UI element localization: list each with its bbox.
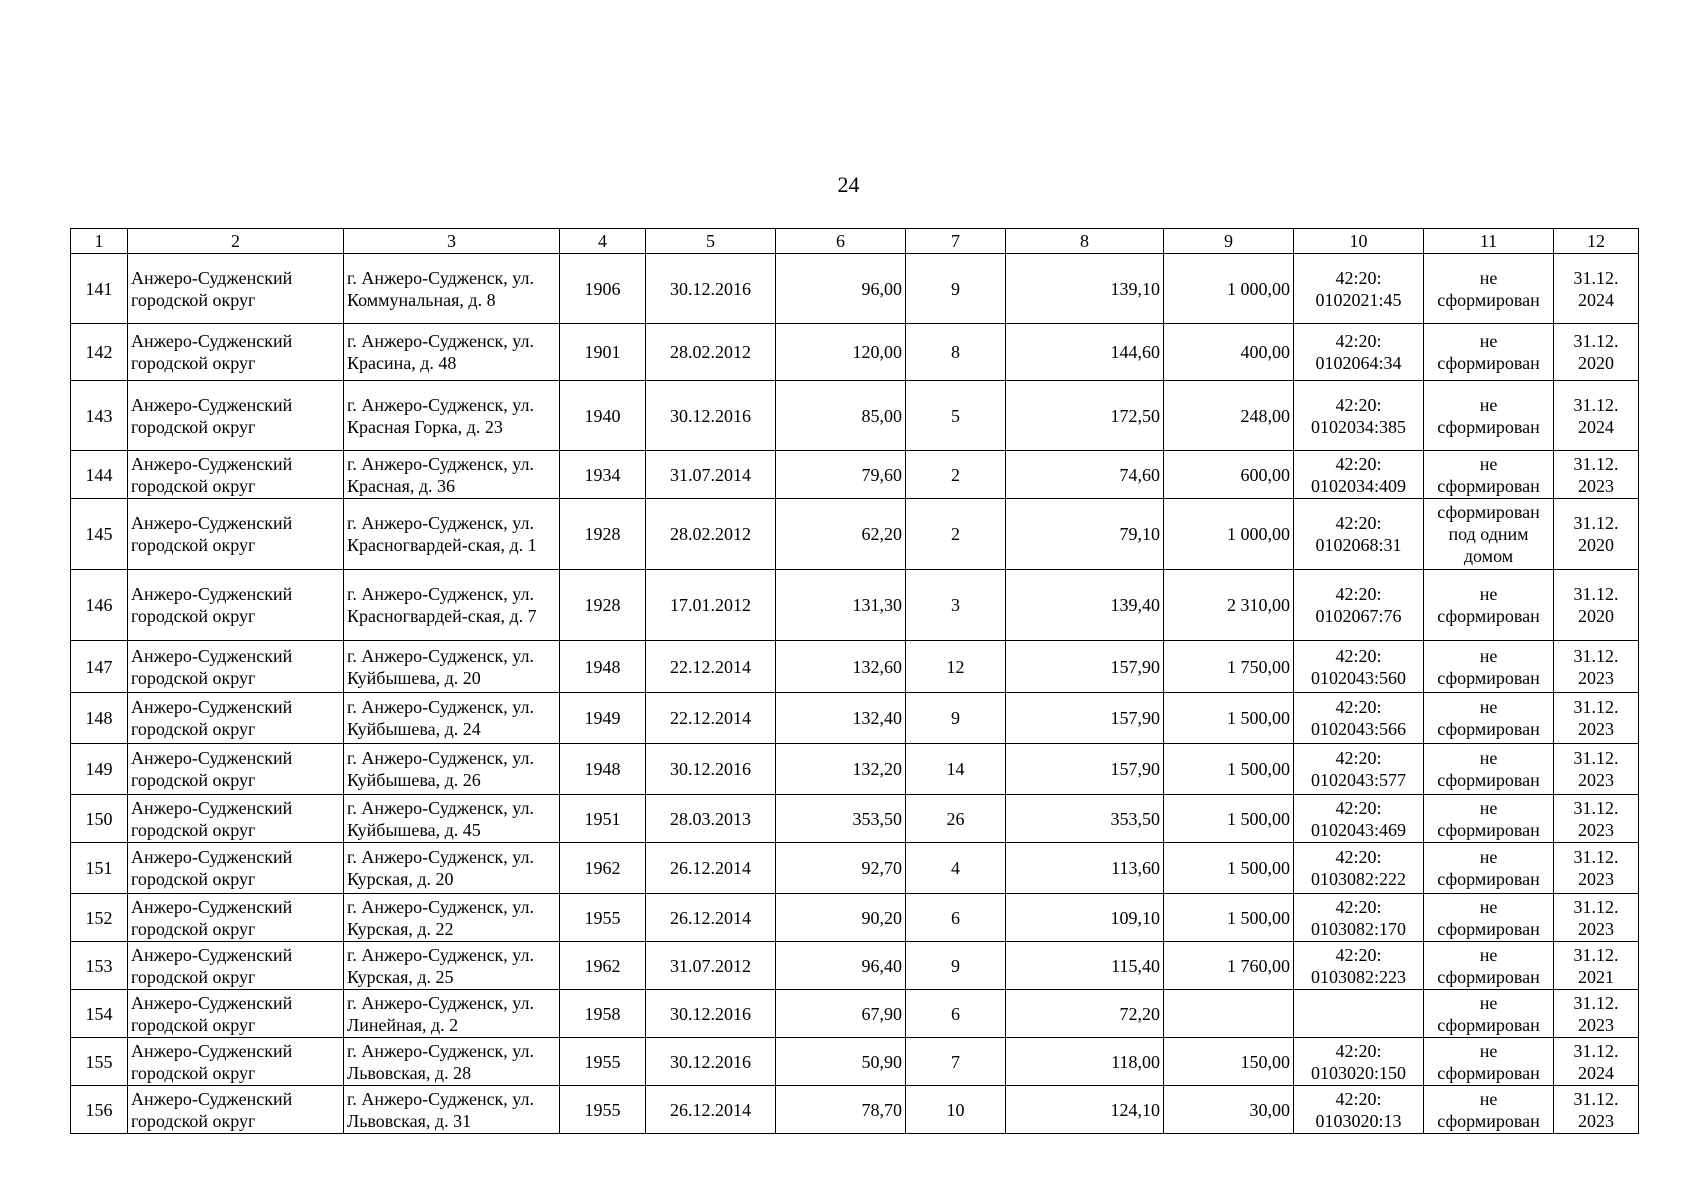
year-built-cell: 1928 [560, 570, 646, 641]
column-number-header: 1 [71, 229, 128, 254]
column-number-header: 3 [344, 229, 560, 254]
column-number-header: 4 [560, 229, 646, 254]
amount-cell: 1 750,00 [1164, 641, 1294, 693]
row-number-cell: 150 [71, 795, 128, 843]
date-cell: 26.12.2014 [646, 1086, 776, 1134]
deadline-cell: 31.12. 2024 [1554, 1038, 1639, 1086]
table-row [71, 324, 1639, 381]
year-built-cell: 1962 [560, 843, 646, 894]
total-area-cell: 157,90 [1006, 693, 1164, 744]
deadline-cell: 31.12. 2023 [1554, 641, 1639, 693]
land-status-cell: не сформирован [1424, 894, 1554, 942]
table-row [71, 693, 1639, 744]
year-built-cell: 1948 [560, 744, 646, 795]
area-cell: 120,00 [776, 324, 906, 381]
residents-cell: 3 [906, 570, 1006, 641]
total-area-cell: 115,40 [1006, 942, 1164, 990]
cadastral-number-cell: 42:20: 0103020:150 [1294, 1038, 1424, 1086]
row-number-cell: 146 [71, 570, 128, 641]
date-cell: 26.12.2014 [646, 894, 776, 942]
total-area-cell: 172,50 [1006, 381, 1164, 451]
cadastral-number-cell: 42:20: 0102021:45 [1294, 254, 1424, 324]
date-cell: 28.02.2012 [646, 324, 776, 381]
deadline-cell: 31.12. 2023 [1554, 1086, 1639, 1134]
date-cell: 28.03.2013 [646, 795, 776, 843]
date-cell: 22.12.2014 [646, 693, 776, 744]
residents-cell: 10 [906, 1086, 1006, 1134]
cadastral-number-cell: 42:20: 0102034:409 [1294, 451, 1424, 499]
table-row [71, 1038, 1639, 1086]
address-cell: г. Анжеро-Судженск, ул. Куйбышева, д. 24 [344, 693, 560, 744]
area-cell: 92,70 [776, 843, 906, 894]
land-status-cell: не сформирован [1424, 744, 1554, 795]
area-cell: 131,30 [776, 570, 906, 641]
year-built-cell: 1951 [560, 795, 646, 843]
year-built-cell: 1955 [560, 1038, 646, 1086]
municipality-cell: Анжеро-Судженский городской округ [128, 693, 344, 744]
address-cell: г. Анжеро-Судженск, ул. Коммунальная, д. 8 [344, 254, 560, 324]
year-built-cell: 1901 [560, 324, 646, 381]
column-number-header: 5 [646, 229, 776, 254]
residents-cell: 6 [906, 894, 1006, 942]
deadline-cell: 31.12. 2023 [1554, 795, 1639, 843]
row-number-cell: 142 [71, 324, 128, 381]
table-row [71, 942, 1639, 990]
year-built-cell: 1948 [560, 641, 646, 693]
total-area-cell: 113,60 [1006, 843, 1164, 894]
amount-cell: 1 000,00 [1164, 499, 1294, 570]
table-row [71, 570, 1639, 641]
cadastral-number-cell: 42:20: 0102043:566 [1294, 693, 1424, 744]
table-row [71, 499, 1639, 570]
deadline-cell: 31.12. 2023 [1554, 744, 1639, 795]
row-number-cell: 149 [71, 744, 128, 795]
municipality-cell: Анжеро-Судженский городской округ [128, 843, 344, 894]
table-row [71, 1086, 1639, 1134]
year-built-cell: 1934 [560, 451, 646, 499]
table-row [71, 843, 1639, 894]
residents-cell: 9 [906, 254, 1006, 324]
address-cell: г. Анжеро-Судженск, ул. Красина, д. 48 [344, 324, 560, 381]
municipality-cell: Анжеро-Судженский городской округ [128, 324, 344, 381]
deadline-cell: 31.12. 2020 [1554, 570, 1639, 641]
year-built-cell: 1928 [560, 499, 646, 570]
row-number-cell: 155 [71, 1038, 128, 1086]
date-cell: 30.12.2016 [646, 381, 776, 451]
land-status-cell: не сформирован [1424, 451, 1554, 499]
amount-cell: 1 000,00 [1164, 254, 1294, 324]
column-number-header: 6 [776, 229, 906, 254]
amount-cell: 150,00 [1164, 1038, 1294, 1086]
year-built-cell: 1958 [560, 990, 646, 1038]
municipality-cell: Анжеро-Судженский городской округ [128, 499, 344, 570]
total-area-cell: 72,20 [1006, 990, 1164, 1038]
address-cell: г. Анжеро-Судженск, ул. Куйбышева, д. 20 [344, 641, 560, 693]
address-cell: г. Анжеро-Судженск, ул. Красная, д. 36 [344, 451, 560, 499]
total-area-cell: 139,40 [1006, 570, 1164, 641]
table-row [71, 795, 1639, 843]
column-number-header: 8 [1006, 229, 1164, 254]
total-area-cell: 79,10 [1006, 499, 1164, 570]
municipality-cell: Анжеро-Судженский городской округ [128, 570, 344, 641]
address-cell: г. Анжеро-Судженск, ул. Курская, д. 22 [344, 894, 560, 942]
total-area-cell: 144,60 [1006, 324, 1164, 381]
column-number-row [71, 229, 1639, 254]
row-number-cell: 154 [71, 990, 128, 1038]
municipality-cell: Анжеро-Судженский городской округ [128, 894, 344, 942]
residents-cell: 26 [906, 795, 1006, 843]
column-number-header: 9 [1164, 229, 1294, 254]
deadline-cell: 31.12. 2020 [1554, 324, 1639, 381]
residents-cell: 2 [906, 499, 1006, 570]
amount-cell: 2 310,00 [1164, 570, 1294, 641]
amount-cell [1164, 990, 1294, 1038]
address-cell: г. Анжеро-Судженск, ул. Красногвардей-ская, д. 1 [344, 499, 560, 570]
deadline-cell: 31.12. 2024 [1554, 381, 1639, 451]
column-number-header: 7 [906, 229, 1006, 254]
address-cell: г. Анжеро-Судженск, ул. Львовская, д. 31 [344, 1086, 560, 1134]
cadastral-number-cell: 42:20: 0103082:223 [1294, 942, 1424, 990]
amount-cell: 248,00 [1164, 381, 1294, 451]
column-number-header: 2 [128, 229, 344, 254]
land-status-cell: не сформирован [1424, 1086, 1554, 1134]
year-built-cell: 1906 [560, 254, 646, 324]
residents-cell: 9 [906, 693, 1006, 744]
residents-cell: 6 [906, 990, 1006, 1038]
cadastral-number-cell: 42:20: 0102043:560 [1294, 641, 1424, 693]
deadline-cell: 31.12. 2021 [1554, 942, 1639, 990]
land-status-cell: не сформирован [1424, 381, 1554, 451]
row-number-cell: 151 [71, 843, 128, 894]
row-number-cell: 143 [71, 381, 128, 451]
address-cell: г. Анжеро-Судженск, ул. Львовская, д. 28 [344, 1038, 560, 1086]
date-cell: 30.12.2016 [646, 990, 776, 1038]
municipality-cell: Анжеро-Судженский городской округ [128, 1038, 344, 1086]
amount-cell: 1 500,00 [1164, 795, 1294, 843]
land-status-cell: не сформирован [1424, 1038, 1554, 1086]
residents-cell: 12 [906, 641, 1006, 693]
area-cell: 50,90 [776, 1038, 906, 1086]
table-row [71, 254, 1639, 324]
land-status-cell: не сформирован [1424, 570, 1554, 641]
year-built-cell: 1955 [560, 894, 646, 942]
address-cell: г. Анжеро-Судженск, ул. Красногвардей-ская, д. 7 [344, 570, 560, 641]
total-area-cell: 74,60 [1006, 451, 1164, 499]
municipality-cell: Анжеро-Судженский городской округ [128, 381, 344, 451]
row-number-cell: 147 [71, 641, 128, 693]
deadline-cell: 31.12. 2023 [1554, 451, 1639, 499]
year-built-cell: 1940 [560, 381, 646, 451]
date-cell: 28.02.2012 [646, 499, 776, 570]
cadastral-number-cell: 42:20: 0103082:170 [1294, 894, 1424, 942]
cadastral-number-cell: 42:20: 0103082:222 [1294, 843, 1424, 894]
total-area-cell: 157,90 [1006, 744, 1164, 795]
table-row [71, 381, 1639, 451]
address-cell: г. Анжеро-Судженск, ул. Куйбышева, д. 26 [344, 744, 560, 795]
residents-cell: 14 [906, 744, 1006, 795]
page-number: 24 [837, 172, 860, 197]
table-row [71, 451, 1639, 499]
total-area-cell: 124,10 [1006, 1086, 1164, 1134]
area-cell: 85,00 [776, 381, 906, 451]
address-cell: г. Анжеро-Судженск, ул. Курская, д. 25 [344, 942, 560, 990]
residents-cell: 8 [906, 324, 1006, 381]
deadline-cell: 31.12. 2023 [1554, 843, 1639, 894]
total-area-cell: 353,50 [1006, 795, 1164, 843]
address-cell: г. Анжеро-Судженск, ул. Курская, д. 20 [344, 843, 560, 894]
date-cell: 26.12.2014 [646, 843, 776, 894]
table-row [71, 744, 1639, 795]
total-area-cell: 139,10 [1006, 254, 1164, 324]
amount-cell: 1 760,00 [1164, 942, 1294, 990]
row-number-cell: 144 [71, 451, 128, 499]
municipality-cell: Анжеро-Судженский городской округ [128, 990, 344, 1038]
area-cell: 96,40 [776, 942, 906, 990]
row-number-cell: 141 [71, 254, 128, 324]
date-cell: 30.12.2016 [646, 744, 776, 795]
municipality-cell: Анжеро-Судженский городской округ [128, 942, 344, 990]
municipality-cell: Анжеро-Судженский городской округ [128, 1086, 344, 1134]
row-number-cell: 156 [71, 1086, 128, 1134]
cadastral-number-cell: 42:20: 0102067:76 [1294, 570, 1424, 641]
date-cell: 22.12.2014 [646, 641, 776, 693]
cadastral-number-cell: 42:20: 0102064:34 [1294, 324, 1424, 381]
address-cell: г. Анжеро-Судженск, ул. Куйбышева, д. 45 [344, 795, 560, 843]
residents-cell: 9 [906, 942, 1006, 990]
column-number-header: 10 [1294, 229, 1424, 254]
row-number-cell: 145 [71, 499, 128, 570]
area-cell: 96,00 [776, 254, 906, 324]
area-cell: 67,90 [776, 990, 906, 1038]
land-status-cell: не сформирован [1424, 795, 1554, 843]
land-status-cell: не сформирован [1424, 693, 1554, 744]
municipality-cell: Анжеро-Судженский городской округ [128, 254, 344, 324]
amount-cell: 400,00 [1164, 324, 1294, 381]
date-cell: 30.12.2016 [646, 254, 776, 324]
municipality-cell: Анжеро-Судженский городской округ [128, 451, 344, 499]
date-cell: 31.07.2014 [646, 451, 776, 499]
date-cell: 17.01.2012 [646, 570, 776, 641]
area-cell: 90,20 [776, 894, 906, 942]
amount-cell: 30,00 [1164, 1086, 1294, 1134]
address-cell: г. Анжеро-Судженск, ул. Красная Горка, д. 23 [344, 381, 560, 451]
table-row [71, 990, 1639, 1038]
deadline-cell: 31.12. 2020 [1554, 499, 1639, 570]
area-cell: 78,70 [776, 1086, 906, 1134]
residents-cell: 4 [906, 843, 1006, 894]
land-status-cell: не сформирован [1424, 641, 1554, 693]
address-cell: г. Анжеро-Судженск, ул. Линейная, д. 2 [344, 990, 560, 1038]
residents-cell: 7 [906, 1038, 1006, 1086]
area-cell: 62,20 [776, 499, 906, 570]
amount-cell: 1 500,00 [1164, 744, 1294, 795]
area-cell: 79,60 [776, 451, 906, 499]
column-number-header: 11 [1424, 229, 1554, 254]
row-number-cell: 152 [71, 894, 128, 942]
amount-cell: 600,00 [1164, 451, 1294, 499]
year-built-cell: 1955 [560, 1086, 646, 1134]
residents-cell: 5 [906, 381, 1006, 451]
deadline-cell: 31.12. 2024 [1554, 254, 1639, 324]
land-status-cell: не сформирован [1424, 324, 1554, 381]
land-status-cell: не сформирован [1424, 990, 1554, 1038]
deadline-cell: 31.12. 2023 [1554, 693, 1639, 744]
amount-cell: 1 500,00 [1164, 843, 1294, 894]
municipality-cell: Анжеро-Судженский городской округ [128, 795, 344, 843]
amount-cell: 1 500,00 [1164, 894, 1294, 942]
row-number-cell: 148 [71, 693, 128, 744]
area-cell: 132,40 [776, 693, 906, 744]
deadline-cell: 31.12. 2023 [1554, 990, 1639, 1038]
municipality-cell: Анжеро-Судженский городской округ [128, 744, 344, 795]
cadastral-number-cell: 42:20: 0102068:31 [1294, 499, 1424, 570]
table-row [71, 894, 1639, 942]
year-built-cell: 1962 [560, 942, 646, 990]
housing-registry-table [70, 228, 1639, 1134]
total-area-cell: 109,10 [1006, 894, 1164, 942]
cadastral-number-cell: 42:20: 0102043:469 [1294, 795, 1424, 843]
table-row [71, 641, 1639, 693]
land-status-cell: не сформирован [1424, 942, 1554, 990]
cadastral-number-cell: 42:20: 0103020:13 [1294, 1086, 1424, 1134]
row-number-cell: 153 [71, 942, 128, 990]
amount-cell: 1 500,00 [1164, 693, 1294, 744]
date-cell: 31.07.2012 [646, 942, 776, 990]
total-area-cell: 118,00 [1006, 1038, 1164, 1086]
column-number-header: 12 [1554, 229, 1639, 254]
cadastral-number-cell: 42:20: 0102034:385 [1294, 381, 1424, 451]
municipality-cell: Анжеро-Судженский городской округ [128, 641, 344, 693]
residents-cell: 2 [906, 451, 1006, 499]
land-status-cell: не сформирован [1424, 254, 1554, 324]
area-cell: 353,50 [776, 795, 906, 843]
year-built-cell: 1949 [560, 693, 646, 744]
table-body [71, 254, 1639, 1134]
deadline-cell: 31.12. 2023 [1554, 894, 1639, 942]
land-status-cell: не сформирован [1424, 843, 1554, 894]
area-cell: 132,20 [776, 744, 906, 795]
land-status-cell: сформирован под одним домом [1424, 499, 1554, 570]
cadastral-number-cell: 42:20: 0102043:577 [1294, 744, 1424, 795]
date-cell: 30.12.2016 [646, 1038, 776, 1086]
total-area-cell: 157,90 [1006, 641, 1164, 693]
area-cell: 132,60 [776, 641, 906, 693]
cadastral-number-cell [1294, 990, 1424, 1038]
